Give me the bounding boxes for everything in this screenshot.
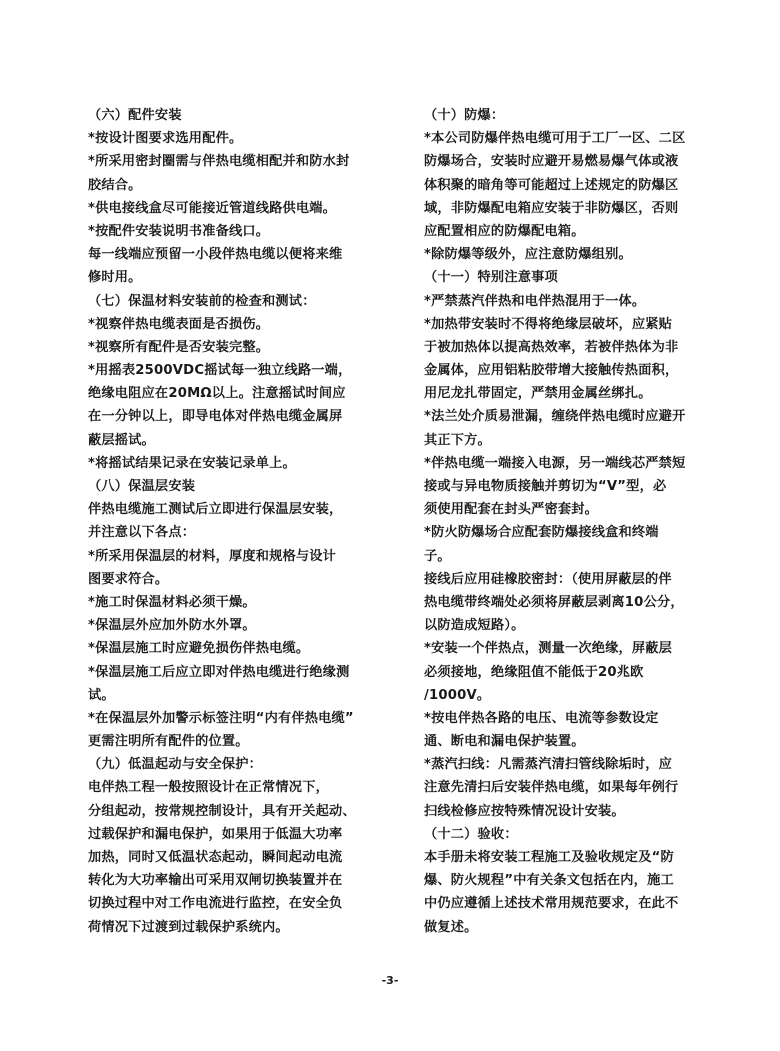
text-line: （十一）特别注意事项 (424, 270, 558, 286)
text-line: （十）防爆： (424, 108, 505, 123)
text-line: *视察所有配件是否安装完整。 (88, 339, 270, 355)
text-line: 其正下方。 (424, 432, 491, 448)
text-line: *所采用保温层的材料，厚度和规格与设计 (88, 548, 337, 564)
text-line: 分组起动，按常规控制设计，具有开关起动、 (88, 803, 356, 819)
text-line: *严禁蒸汽伴热和电伴热混用于一体。 (424, 293, 646, 309)
right-column (424, 104, 720, 939)
text-line: *蒸汽扫线：凡需蒸汽清扫管线除垢时，应 (424, 757, 673, 773)
text-line: 试。 (88, 687, 115, 703)
text-line: 注意先清扫后安装伴热电缆，如果每年例行 (424, 780, 679, 796)
text-line: 转化为大功率输出可采用双闸切换装置并在 (88, 873, 343, 889)
text-line: （七）保温材料安装前的检查和测试： (88, 293, 316, 309)
text-line: *除防爆等级外，应注意防爆组别。 (424, 247, 632, 263)
text-line: 金属体，应用铝粘胶带增大接触传热面积， (424, 363, 679, 379)
text-line: *视察伴热电缆表面是否损伤。 (88, 316, 270, 332)
text-line: 以防造成短路）。 (424, 618, 525, 634)
text-line: 热电缆带终端处必须将屏蔽层剥离10公分， (424, 594, 684, 610)
text-line: 通、断电和漏电保护装置。 (424, 734, 585, 750)
text-line: 本手册未将安装工程施工及验收规定及“防 (424, 850, 674, 865)
text-line: 须使用配套在封头严密套封。 (424, 502, 599, 518)
text-line: 更需注明所有配件的位置。 (88, 734, 249, 750)
text-line: *保温层施工时应避免损伤伴热电缆。 (88, 641, 310, 657)
page-number: -3- (381, 974, 399, 987)
text-line: *加热带安装时不得将绝缘层破坏，应紧贴 (424, 316, 673, 332)
text-line: 过载保护和漏电保护，如果用于低温大功率 (88, 826, 343, 842)
text-line: 修时用。 (88, 270, 142, 286)
text-line: 绝缘电阻应在20MΩ以上。注意摇试时间应 (88, 386, 346, 402)
text-line: 荷情况下过渡到过载保护系统内。 (88, 919, 289, 935)
text-line: 加热，同时又低温状态起动，瞬间起动电流 (88, 850, 343, 865)
text-line: *按配件安装说明书准备线口。 (88, 223, 270, 239)
left-column (88, 104, 388, 939)
text-line: *安装一个伴热点，测量一次绝缘，屏蔽层 (424, 641, 673, 657)
text-line: 在一分钟以上，即导电体对伴热电缆金属屏 (88, 409, 343, 425)
text-line: 每一线端应预留一小段伴热电缆以便将来维 (88, 247, 343, 263)
text-line: *防火防爆场合应配套防爆接线盒和终端 (424, 525, 659, 541)
text-line: 域，非防爆配电箱应安装于非防爆区，否则 (424, 200, 679, 216)
text-line: *本公司防爆伴热电缆可用于工厂一区、二区 (424, 131, 686, 147)
text-line: *保温层外应加外防水外罩。 (88, 618, 256, 634)
text-line: 接线后应用硅橡胶密封：（使用屏蔽层的伴 (424, 571, 672, 587)
text-line: 中仍应遵循上述技术常用规范要求，在此不 (424, 896, 679, 912)
text-line: 子。 (424, 548, 451, 564)
text-line: 于被加热体以提高热效率，若被伴热体为非 (424, 339, 679, 355)
text-line: 切换过程中对工作电流进行监控，在安全负 (88, 896, 343, 912)
text-line: 蔽层摇试。 (88, 432, 155, 448)
text-line: （六）配件安装 (88, 108, 182, 123)
text-line: 接或与异电物质接触并剪切为“V”型，必 (424, 479, 667, 494)
text-line: *法兰处介质易泄漏，缠绕伴热电缆时应避开 (424, 409, 686, 425)
text-line: *施工时保温材料必须干燥。 (88, 594, 256, 610)
text-line: *伴热电缆一端接入电源，另一端线芯严禁短 (424, 455, 686, 471)
text-line: *将摇试结果记录在安装记录单上。 (88, 455, 296, 471)
text-line: 应配置相应的防爆配电箱。 (424, 223, 585, 239)
text-line: 并注意以下各点： (88, 525, 196, 541)
text-line: 爆、防火规程”中有关条文包括在内，施工 (424, 873, 674, 889)
text-line: 扫线检修应按特殊情况设计安装。 (424, 803, 625, 819)
text-line: 电伴热工程一般按照设计在正常情况下， (88, 780, 329, 796)
text-line: 胶结合。 (88, 177, 142, 193)
text-line: 图要求符合。 (88, 571, 169, 587)
text-line: *保温层施工后应立即对伴热电缆进行绝缘测 (88, 664, 350, 680)
text-line: 做复述。 (424, 919, 478, 935)
text-line: *按电伴热各路的电压、电流等参数设定 (424, 710, 659, 726)
text-line: （九）低温起动与安全保护： (88, 757, 263, 773)
text-line: （八）保温层安装 (88, 479, 196, 494)
text-line: /1000V。 (424, 687, 491, 703)
text-line: *用摇表2500VDC摇试每一独立线路一端， (88, 363, 352, 379)
text-line: 体积聚的暗角等可能超过上述规定的防爆区 (424, 177, 679, 193)
text-line: 防爆场合，安装时应避开易燃易爆气体或液 (424, 154, 679, 170)
text-line: 用尼龙扎带固定，严禁用金属丝绑扎。 (424, 386, 652, 402)
text-line: *所采用密封圈需与伴热电缆相配并和防水封 (88, 154, 350, 170)
text-line: *供电接线盒尽可能接近管道线路供电端。 (88, 200, 337, 216)
text-line: （十二）验收： (424, 826, 518, 842)
text-line: 必须接地，绝缘阻值不能低于20兆欧 (424, 664, 644, 680)
text-line: *按设计图要求选用配件。 (88, 131, 243, 147)
text-line: *在保温层外加警示标签注明“内有伴热电缆” (88, 710, 354, 726)
text-line: 伴热电缆施工测试后立即进行保温层安装， (88, 502, 343, 518)
